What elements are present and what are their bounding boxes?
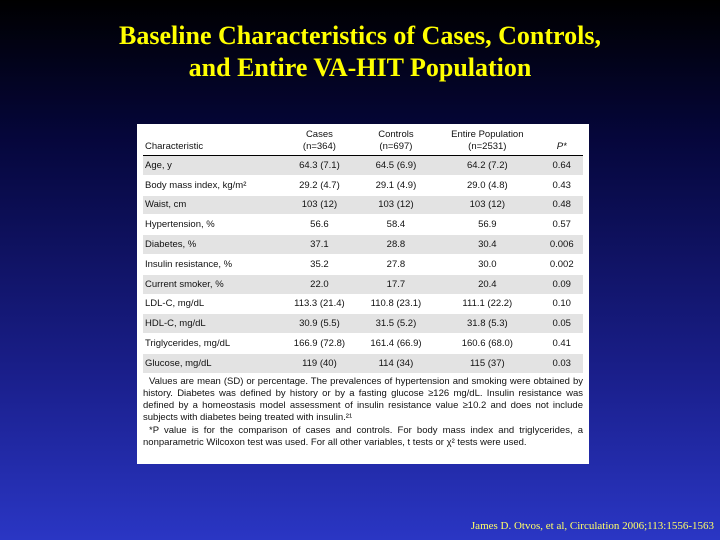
- cell-controls: 29.1 (4.9): [358, 175, 435, 195]
- header-cases: Cases (n=364): [302, 129, 336, 152]
- cell-cases: 113.3 (21.4): [281, 294, 358, 314]
- header-characteristic: Characteristic: [145, 141, 204, 152]
- table-header: [143, 128, 583, 156]
- cell-cases: 35.2: [281, 254, 358, 274]
- cell-p-value: 0.41: [540, 334, 583, 354]
- table-row: [143, 156, 583, 176]
- cell-controls: 58.4: [358, 215, 435, 235]
- cell-controls: 31.5 (5.2): [358, 314, 435, 334]
- baseline-table: [143, 128, 583, 374]
- cell-cases: 29.2 (4.7): [281, 175, 358, 195]
- cell-controls: 28.8: [358, 235, 435, 255]
- cell-characteristic: HDL-C, mg/dL: [143, 314, 281, 334]
- table-row: [143, 235, 583, 255]
- cell-cases: 22.0: [281, 274, 358, 294]
- header-p-value: P*: [556, 141, 567, 152]
- cell-characteristic: Current smoker, %: [143, 274, 281, 294]
- cell-p-value: 0.006: [540, 235, 583, 255]
- cell-p-value: 0.57: [540, 215, 583, 235]
- slide-title: [0, 20, 720, 84]
- cell-cases: 64.3 (7.1): [281, 156, 358, 176]
- title-line-2: and Entire VA-HIT Population: [188, 53, 532, 82]
- citation: James D. Otvos, et al, Circulation 2006;113:1556-1563: [470, 520, 714, 532]
- cell-entire-population: 31.8 (5.3): [434, 314, 540, 334]
- table-row: [143, 175, 583, 195]
- table-row: [143, 294, 583, 314]
- table-footnotes: [143, 376, 583, 449]
- table-row: [143, 314, 583, 334]
- cell-p-value: 0.09: [540, 274, 583, 294]
- cell-cases: 30.9 (5.5): [281, 314, 358, 334]
- cell-characteristic: Hypertension, %: [143, 215, 281, 235]
- cell-cases: 37.1: [281, 235, 358, 255]
- cell-entire-population: 29.0 (4.8): [434, 175, 540, 195]
- cell-entire-population: 20.4: [434, 274, 540, 294]
- cell-controls: 17.7: [358, 274, 435, 294]
- cell-characteristic: Triglycerides, mg/dL: [143, 334, 281, 354]
- cell-entire-population: 160.6 (68.0): [434, 334, 540, 354]
- cell-characteristic: Diabetes, %: [143, 235, 281, 255]
- cell-entire-population: 30.0: [434, 254, 540, 274]
- header-controls: Controls (n=697): [378, 129, 414, 152]
- cell-entire-population: 56.9: [434, 215, 540, 235]
- cell-p-value: 0.10: [540, 294, 583, 314]
- footnote-p-value: *P value is for the comparison of cases and controls. For body mass index and triglycerides, a nonparametric Wilcoxon test was used. For all other variables, t tests or χ² tests were used.: [143, 424, 583, 448]
- cell-p-value: 0.48: [540, 195, 583, 215]
- table-row: [143, 334, 583, 354]
- table-row: [143, 195, 583, 215]
- cell-characteristic: Body mass index, kg/m²: [143, 175, 281, 195]
- cell-controls: 64.5 (6.9): [358, 156, 435, 176]
- header-entire-population: Entire Population (n=2531): [451, 129, 524, 152]
- cell-entire-population: 103 (12): [434, 195, 540, 215]
- cell-controls: 103 (12): [358, 195, 435, 215]
- cell-cases: 103 (12): [281, 195, 358, 215]
- cell-controls: 161.4 (66.9): [358, 334, 435, 354]
- footnote-values: Values are mean (SD) or percentage. The prevalences of hypertension and smoking were obtained by history. Diabetes was defined by history or by a fasting glucose ≥126 mg/dL. Insulin resistance was defined by a homeostasis model assessment of insulin resistance value ≥10.2 and does not include subjects with diabetes being treated with insulin.²¹: [143, 375, 583, 424]
- cell-p-value: 0.03: [540, 353, 583, 373]
- table-row: [143, 274, 583, 294]
- cell-cases: 56.6: [281, 215, 358, 235]
- cell-cases: 166.9 (72.8): [281, 334, 358, 354]
- cell-characteristic: Age, y: [143, 156, 281, 176]
- cell-characteristic: Insulin resistance, %: [143, 254, 281, 274]
- cell-p-value: 0.05: [540, 314, 583, 334]
- cell-controls: 114 (34): [358, 353, 435, 373]
- baseline-table-card: [137, 124, 589, 464]
- cell-p-value: 0.64: [540, 156, 583, 176]
- cell-characteristic: LDL-C, mg/dL: [143, 294, 281, 314]
- cell-p-value: 0.43: [540, 175, 583, 195]
- cell-controls: 110.8 (23.1): [358, 294, 435, 314]
- cell-entire-population: 30.4: [434, 235, 540, 255]
- cell-characteristic: Glucose, mg/dL: [143, 353, 281, 373]
- cell-entire-population: 64.2 (7.2): [434, 156, 540, 176]
- cell-controls: 27.8: [358, 254, 435, 274]
- table-body: [143, 156, 583, 374]
- table-row: [143, 254, 583, 274]
- table-row: [143, 353, 583, 373]
- cell-cases: 119 (40): [281, 353, 358, 373]
- cell-characteristic: Waist, cm: [143, 195, 281, 215]
- cell-entire-population: 115 (37): [434, 353, 540, 373]
- cell-p-value: 0.002: [540, 254, 583, 274]
- table-row: [143, 215, 583, 235]
- cell-entire-population: 111.1 (22.2): [434, 294, 540, 314]
- title-line-1: Baseline Characteristics of Cases, Controls,: [119, 21, 601, 50]
